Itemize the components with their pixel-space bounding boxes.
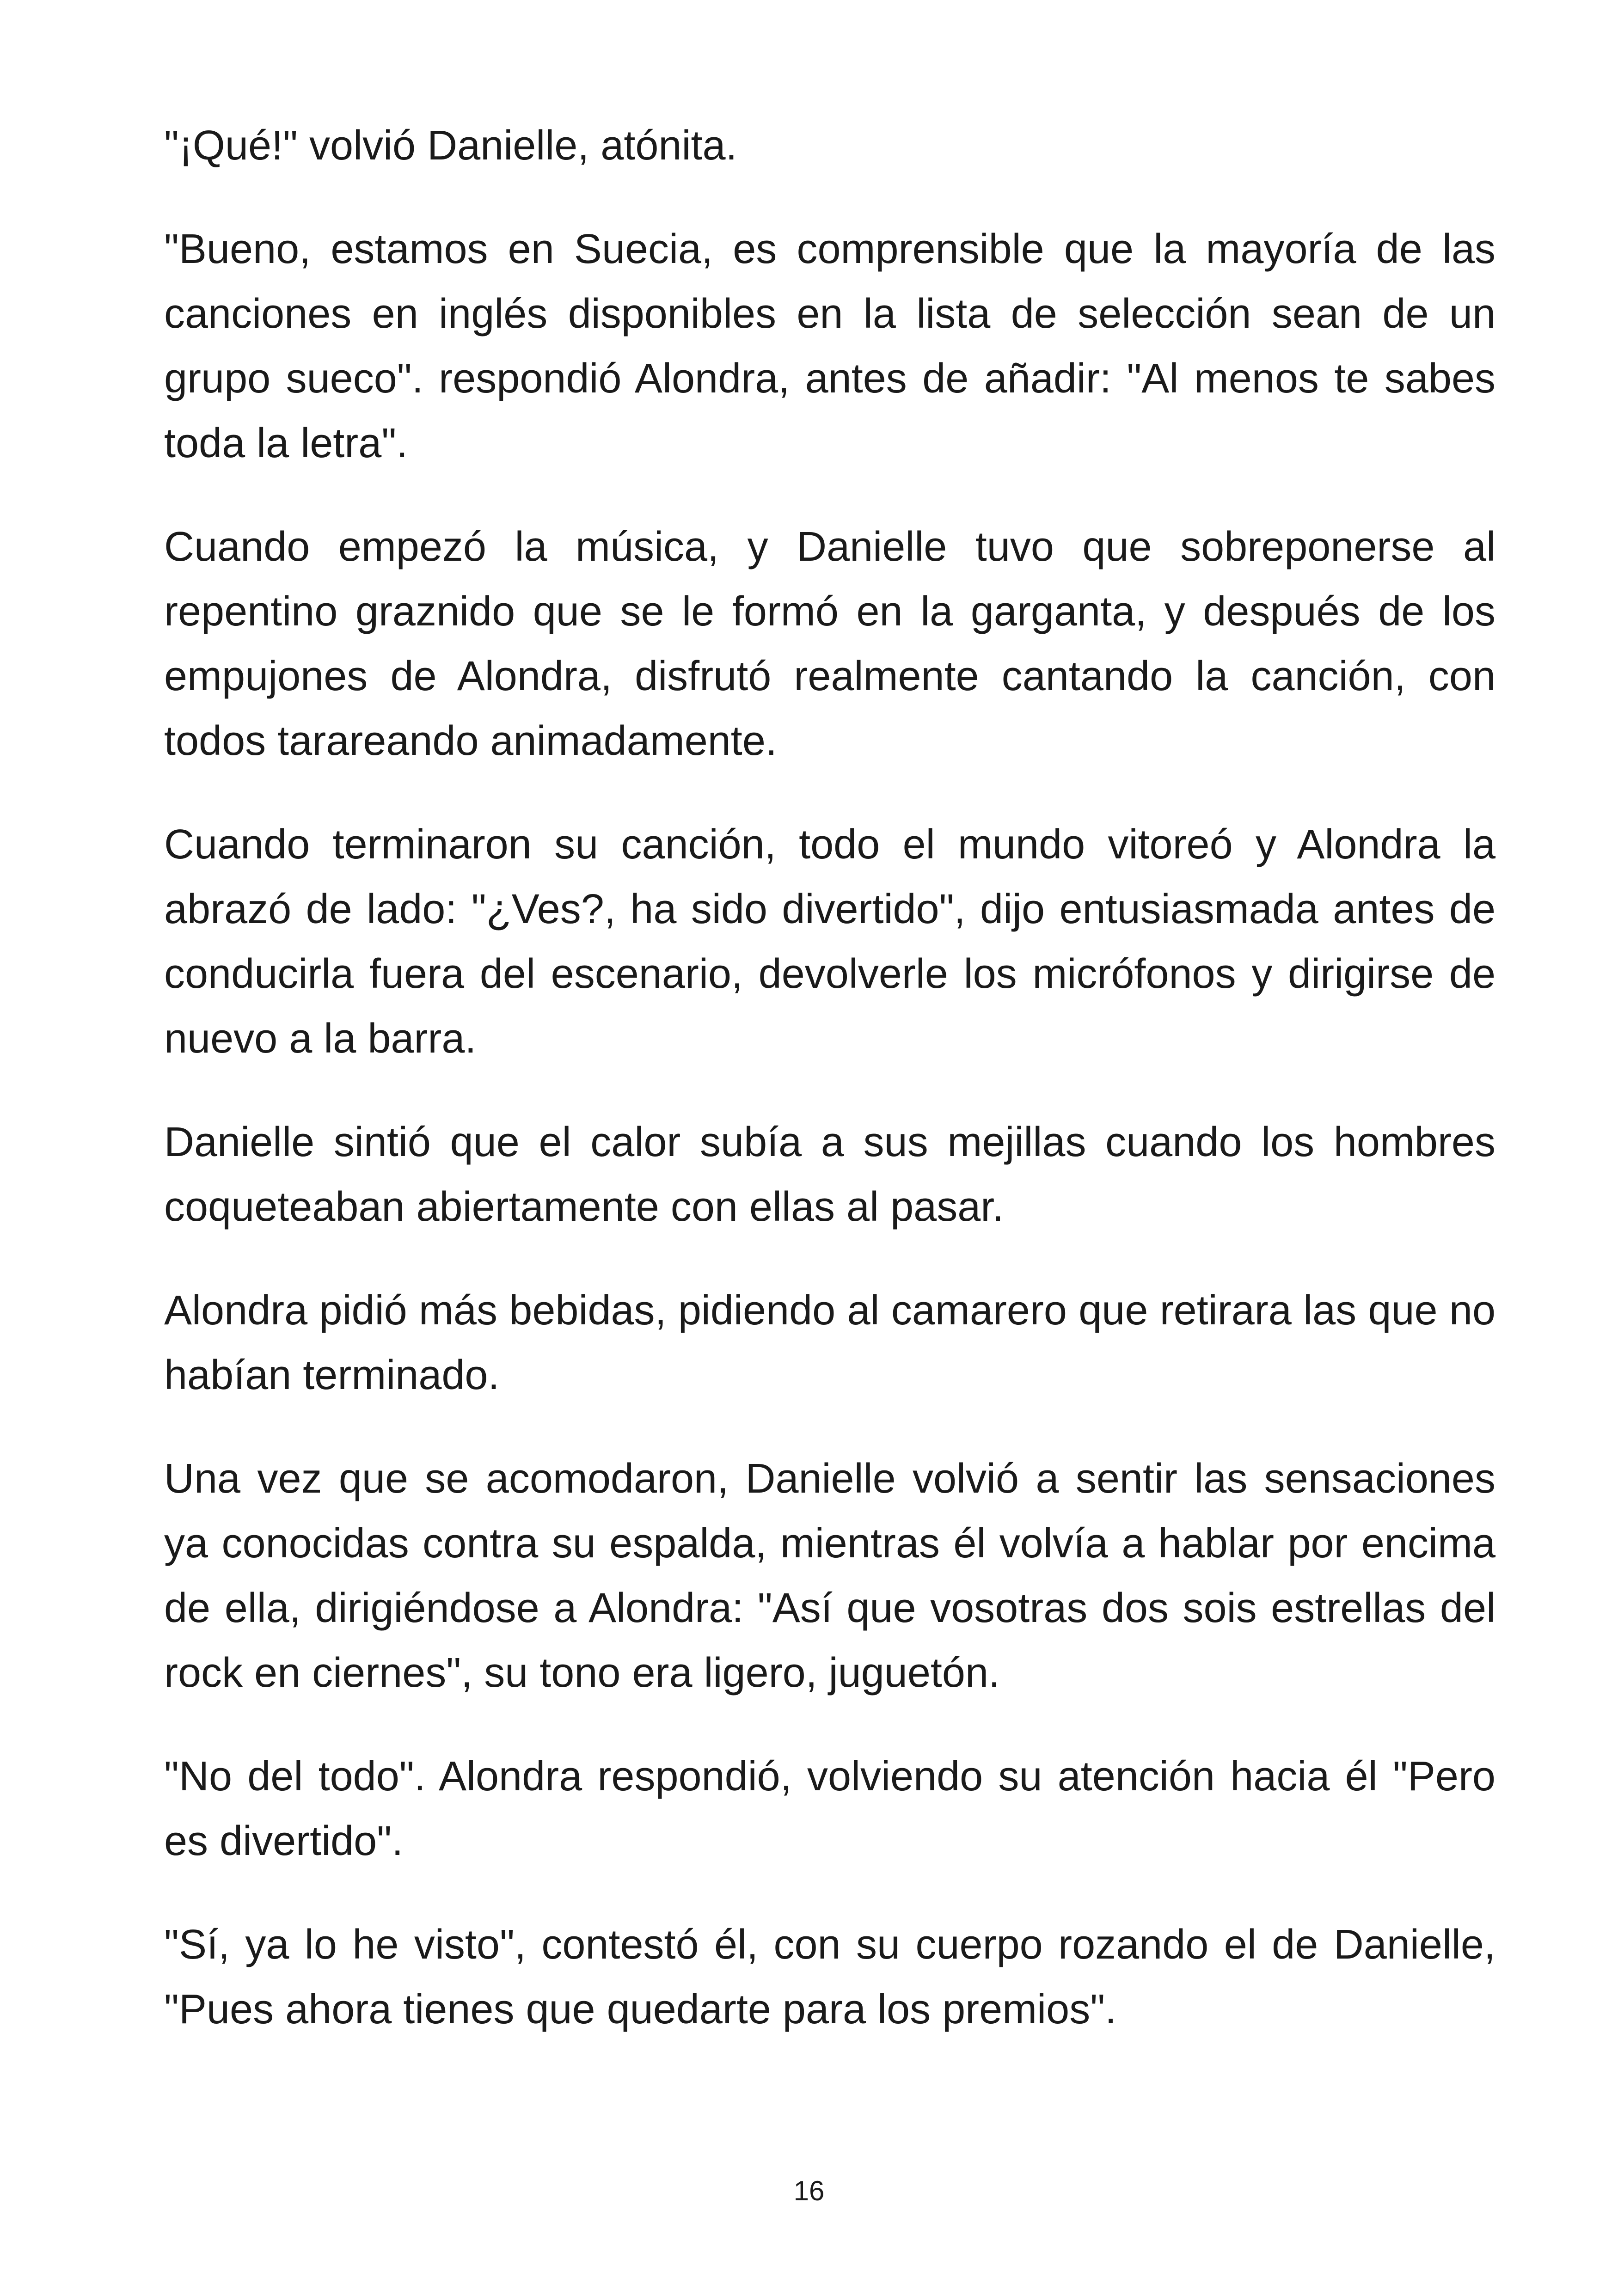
paragraph: Alondra pidió más bebidas, pidiendo al camarero que retirara las que no habían terminado. (164, 1287, 1495, 1398)
paragraph: "Sí, ya lo he visto", contestó él, con su cuerpo rozando el de Danielle, "Pues ahora tienes que quedarte para los premios". (164, 1922, 1495, 2033)
paragraph: Danielle sintió que el calor subía a sus mejillas cuando los hombres coqueteaban abiertamente con ellas al pasar. (164, 1119, 1495, 1230)
paragraph: Una vez que se acomodaron, Danielle volvió a sentir las sensaciones ya conocidas contra su espalda, mientras él volvía a hablar por encima de ella, dirigiéndose a Alondra: "Así que vosotras dos sois estrellas del rock en ciernes", su tono era ligero, juguetón. (164, 1456, 1495, 1696)
paragraph: "¡Qué!" volvió Danielle, atónita. (164, 122, 737, 169)
body-text (164, 113, 1495, 2081)
page-number: 16 (793, 2175, 825, 2206)
paragraph: "Bueno, estamos en Suecia, es comprensible que la mayoría de las canciones en inglés disponibles en la lista de selección sean de un grupo sueco". respondió Alondra, antes de añadir: "Al menos te sabes toda la letra". (164, 226, 1495, 466)
paragraph: Cuando empezó la música, y Danielle tuvo que sobreponerse al repentino graznido que se le formó en la garganta, y después de los empujones de Alondra, disfrutó realmente cantando la canción, con todos tarareando animadamente. (164, 524, 1495, 764)
paragraph: "No del todo". Alondra respondió, volviendo su atención hacia él "Pero es divertido". (164, 1753, 1495, 1864)
paragraph: Cuando terminaron su canción, todo el mundo vitoreó y Alondra la abrazó de lado: "¿Ves?, ha sido divertido", dijo entusiasmada antes de conducirla fuera del escenario, devolverle los micrófonos y dirigirse de nuevo a la barra. (164, 821, 1495, 1062)
